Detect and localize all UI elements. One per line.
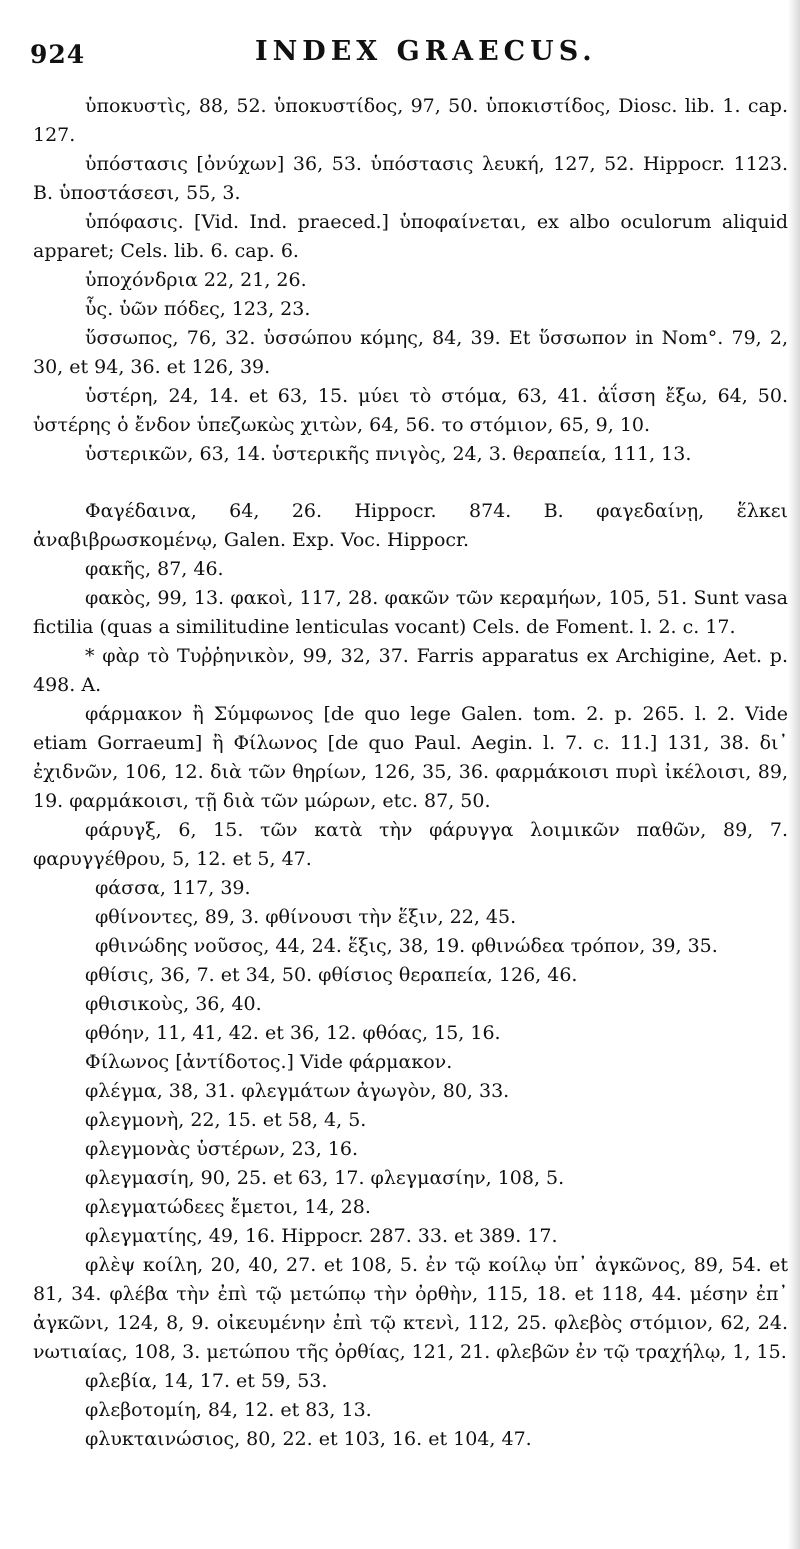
index-entry: φλεγματώδεες ἔμετοι, 14, 28. [85, 1196, 371, 1218]
index-entry: φλεγμονὴ, 22, 15. et 58, 4, 5. [85, 1109, 367, 1131]
index-entry: φλὲψ κοίλη, 20, 40, 27. et 108, 5. ἐν τῷ κοίλῳ ὑπ᾽ ἀγκῶνος, 89, 54. et 81, 34. φλέβα τὴν ἐπὶ τῷ μετώπῳ τὴν ὀρθὴν, 115, 18. et 118, 44. μέσην ἐπ᾽ ἀγκῶνι, 124, 8, 9. οἰκευμένην ἐπὶ τῷ κτενὶ, 112, 25. φλεβὸς στόμιον, 62, 24. νωτιαίας, 108, 3. μετώπου τῆς ὀρθίας, 121, 21. φλεβῶν ἐν τῷ τραχήλῳ, 1, 15. [33, 1254, 788, 1363]
running-title: INDEX GRAECUS. [255, 36, 597, 67]
index-entry: * φὰρ τὸ Τυῤῥηνικὸν, 99, 32, 37. Farris apparatus ex Archigine, Aet. p. 498. A. [33, 645, 788, 696]
index-entry: ὑπόστασις [ὀνύχων] 36, 53. ὑπόστασις λευκή, 127, 52. Hippocr. 1123. B. ὑποστάσεσι, 55, 3. [33, 153, 788, 204]
index-entry: φθισικοὺς, 36, 40. [85, 993, 262, 1015]
index-entry: φθόην, 11, 41, 42. et 36, 12. φθόας, 15, 16. [85, 1022, 501, 1044]
index-entry: φάσσα, 117, 39. [95, 877, 251, 899]
index-entry: Φίλωνος [ἀντίδοτος.] Vide φάρμακον. [85, 1051, 453, 1073]
index-entry: ὑστερικῶν, 63, 14. ὑστερικῆς πνιγὸς, 24, 3. θεραπεία, 111, 13. [85, 443, 692, 465]
index-entry: φάρυγξ, 6, 15. τῶν κατὰ τὴν φάρυγγα λοιμικῶν παθῶν, 89, 7. φαρυγγέθρου, 5, 12. et 5, 47. [33, 819, 788, 870]
index-entry: φάρμακον ἢ Σύμφωνος [de quo lege Galen. tom. 2. p. 265. l. 2. Vide etiam Gorraeum] ἢ Φίλωνος [de quo Paul. Aegin. l. 7. c. 11.] 131, 38. δι᾽ ἐχιδνῶν, 106, 12. διὰ τῶν θηρίων, 126, 35, 36. φαρμάκοισι πυρὶ ἰκέλοισι, 89, 19. φαρμάκοισι, τῇ διὰ τῶν μώρων, etc. 87, 50. [33, 703, 788, 812]
index-entry: ὗς. ὑῶν πόδες, 123, 23. [85, 298, 311, 320]
index-entry: φθίνοντες, 89, 3. φθίνουσι τὴν ἕξιν, 22, 45. [95, 906, 517, 928]
index-entry: φακὸς, 99, 13. φακοὶ, 117, 28. φακῶν τῶν κεραμήων, 105, 51. Sunt vasa fictilia (quas a similitudine lenticulas vocant) Cels. de Foment. l. 2. c. 17. [33, 587, 788, 638]
page-edge-shadow [788, 0, 800, 1549]
index-entry: ὑπόφασις. [Vid. Ind. praeced.] ὑποφαίνεται, ex albo oculorum aliquid apparet; Cels. lib. 6. cap. 6. [33, 211, 788, 262]
section-break [33, 469, 788, 497]
index-entry: φλεβοτομίη, 84, 12. et 83, 13. [85, 1399, 372, 1421]
index-entry: φλεγμασίη, 90, 25. et 63, 17. φλεγμασίην, 108, 5. [85, 1167, 565, 1189]
index-entry: φλεβία, 14, 17. et 59, 53. [85, 1370, 328, 1392]
page-number: 924 [30, 40, 86, 69]
index-entry: φλεγματίης, 49, 16. Hippocr. 287. 33. et 389. 17. [85, 1225, 558, 1247]
index-entry: φθινώδης νοῦσος, 44, 24. ἕξις, 38, 19. φθινώδεα τρόπον, 39, 35. [95, 935, 718, 957]
index-entry: ὑποκυστὶς, 88, 52. ὑποκυστίδος, 97, 50. ὑποκιστίδος, Diosc. lib. 1. cap. 127. [33, 95, 788, 146]
index-entry: Φαγέδαινα, 64, 26. Hippocr. 874. B. φαγεδαίνῃ, ἕλκει ἀναβιβρωσκομένῳ, Galen. Exp. Voc. Hippocr. [33, 500, 788, 551]
index-entry: φλέγμα, 38, 31. φλεγμάτων ἀγωγὸν, 80, 33. [85, 1080, 510, 1102]
index-entry: φλυκταινώσιος, 80, 22. et 103, 16. et 104, 47. [85, 1428, 532, 1450]
index-entry: ὑστέρη, 24, 14. et 63, 15. μύει τὸ στόμα, 63, 41. ἀΐσση ἔξω, 64, 50. ὑστέρης ὁ ἔνδον ὑπεζωκὼς χιτὼν, 64, 56. το στόμιον, 65, 9, 10. [33, 385, 788, 436]
index-entry: φλεγμονὰς ὑστέρων, 23, 16. [85, 1138, 359, 1160]
index-entry: φθίσις, 36, 7. et 34, 50. φθίσιος θεραπεία, 126, 46. [85, 964, 578, 986]
index-entries [33, 92, 788, 1454]
index-entry: ὑποχόνδρια 22, 21, 26. [85, 269, 307, 291]
index-entry: ὕσσωπος, 76, 32. ὑσσώπου κόμης, 84, 39. Et ὕσσωπον in Nom°. 79, 2, 30, et 94, 36. et 126, 39. [33, 327, 788, 378]
index-entry: φακῆς, 87, 46. [85, 558, 224, 580]
